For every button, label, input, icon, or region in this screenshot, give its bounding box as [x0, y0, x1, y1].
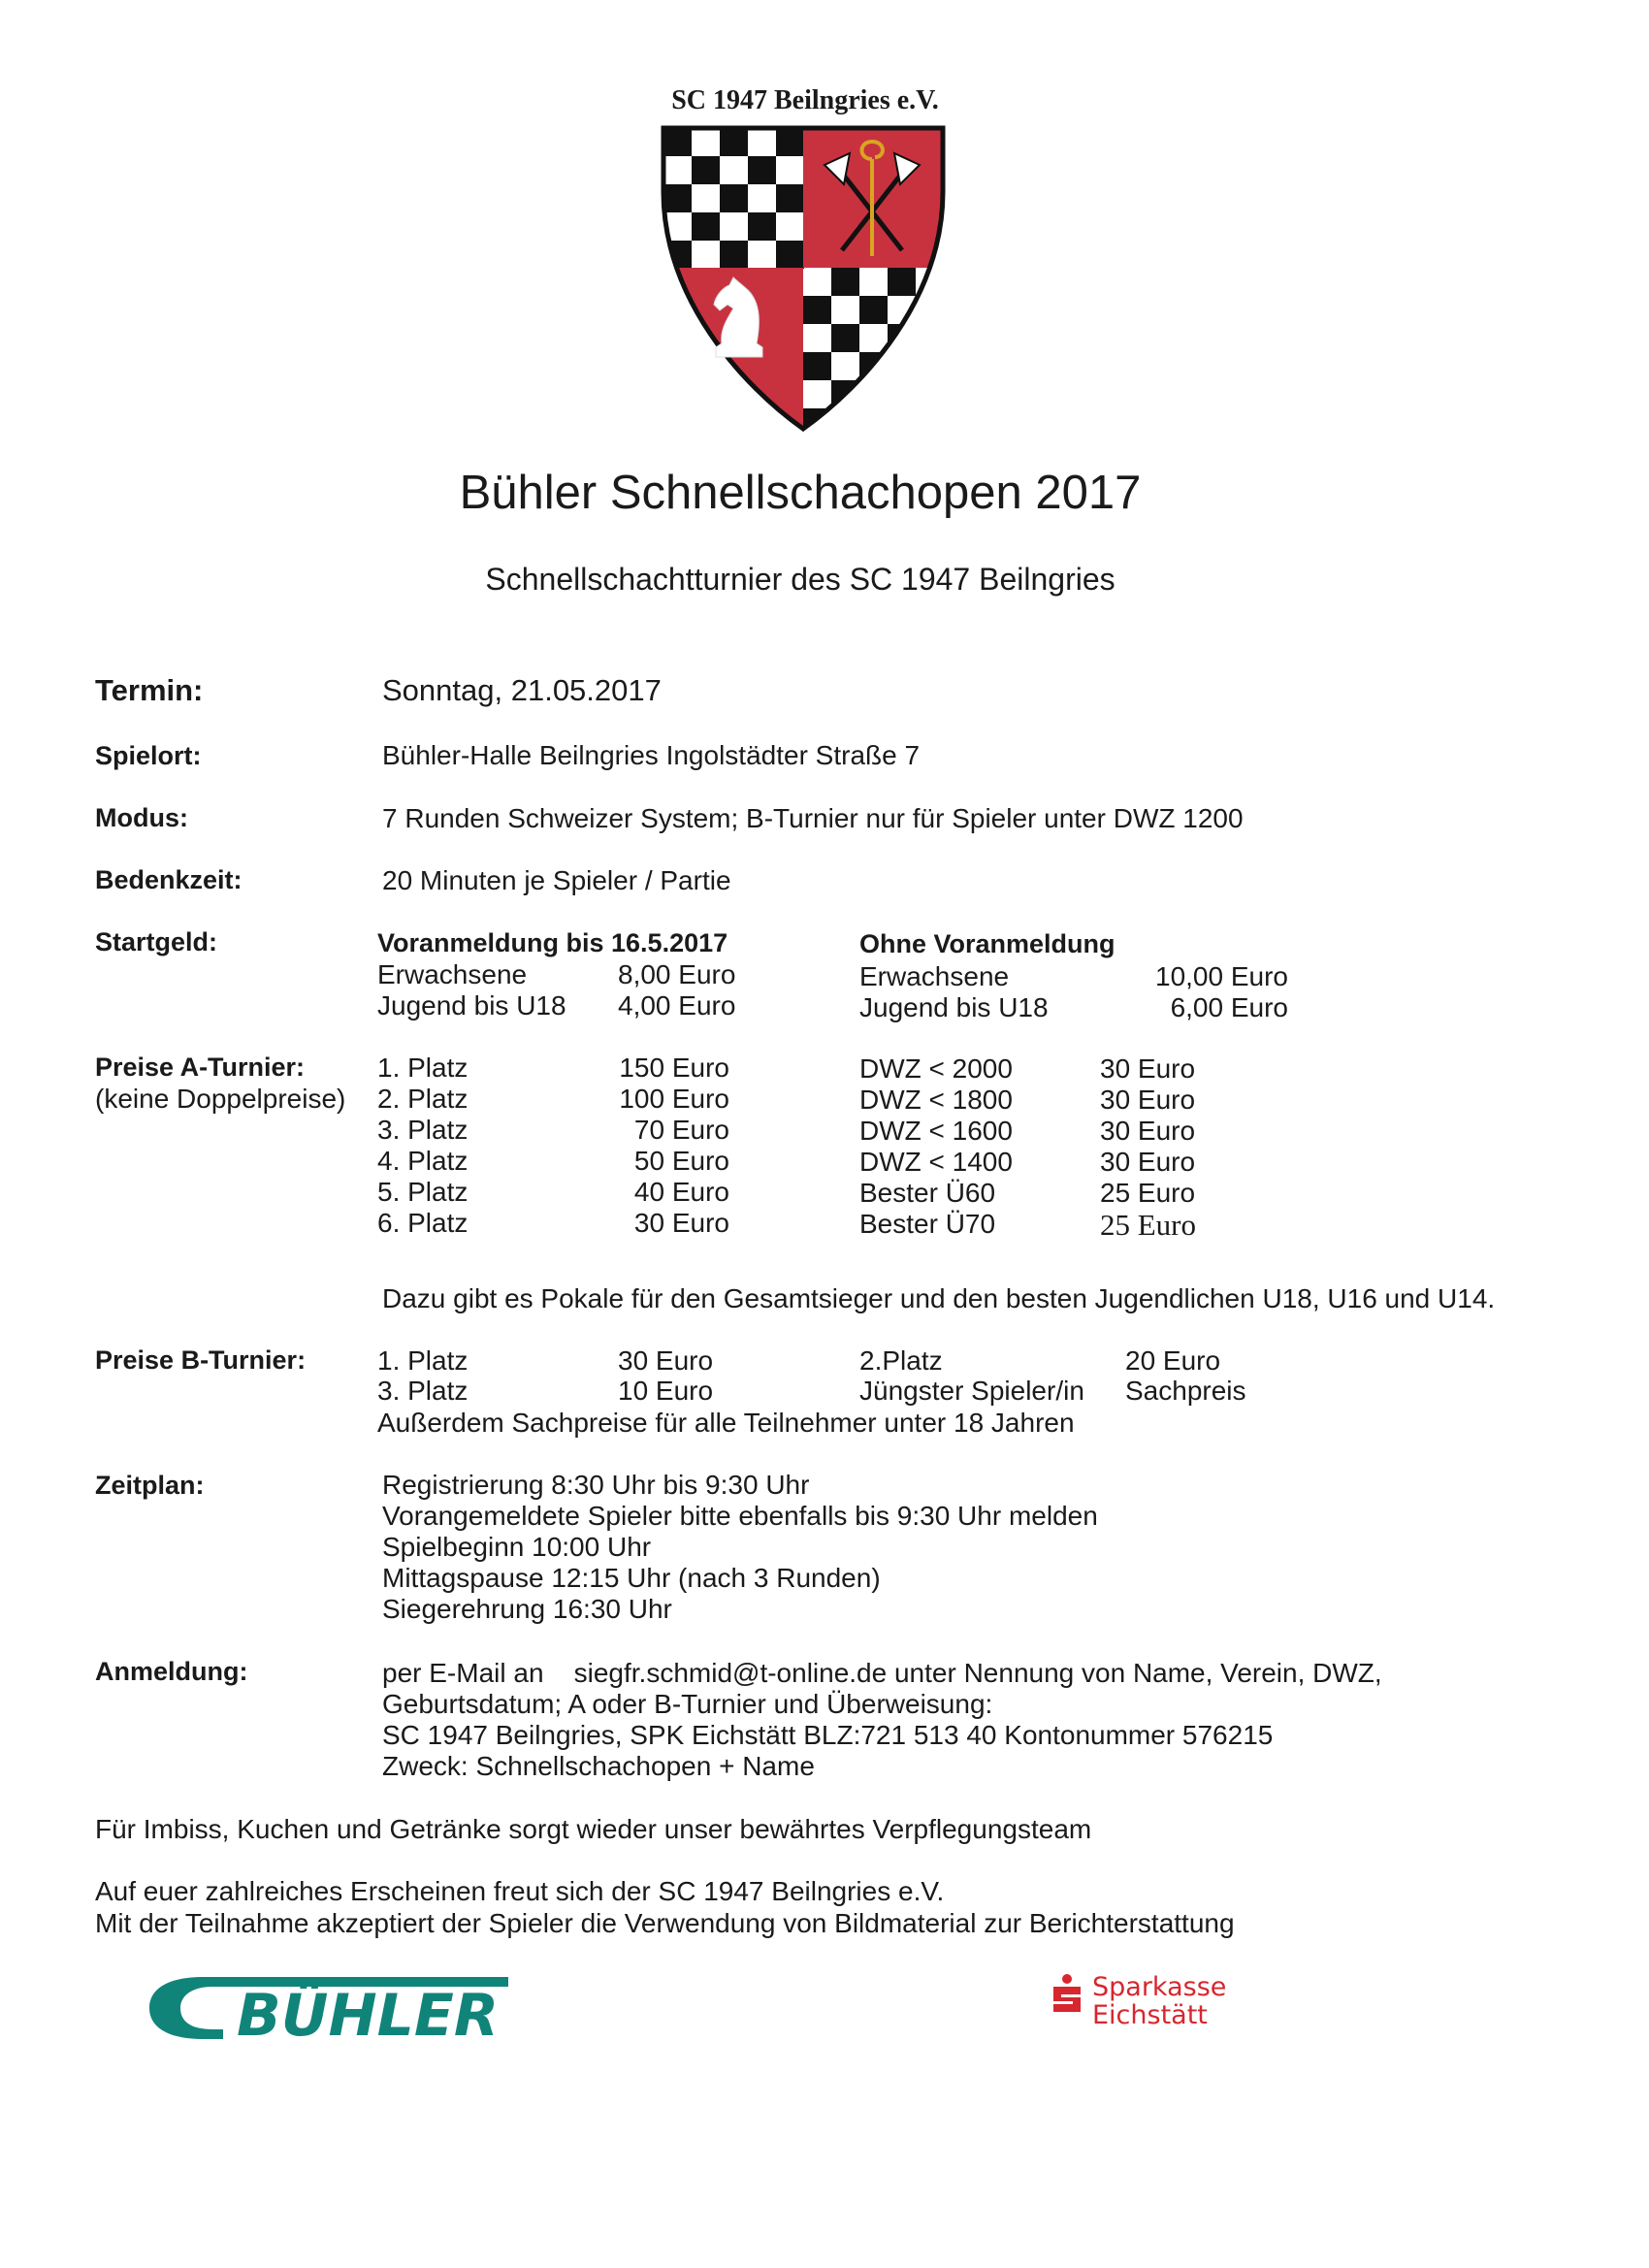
- zeitplan-line: Mittagspause 12:15 Uhr (nach 3 Runden): [382, 1563, 881, 1593]
- preise-b-place: Jüngster Spieler/in: [859, 1376, 1084, 1406]
- anmeldung-line: SC 1947 Beilngries, SPK Eichstätt BLZ:721 513 40 Kontonummer 576215: [382, 1720, 1274, 1750]
- preise-b-place: 1. Platz: [377, 1345, 469, 1376]
- preise-a-place: 4. Platz: [377, 1146, 469, 1176]
- bedenkzeit-value: 20 Minuten je Spieler / Partie: [382, 865, 731, 895]
- preise-a-special: Bester Ü60: [859, 1178, 996, 1208]
- preise-b-amount: 10 Euro: [618, 1376, 714, 1406]
- pokale-text: Dazu gibt es Pokale für den Gesamtsieger und den besten Jugendlichen U18, U16 und U14.: [382, 1283, 1496, 1313]
- club-name: SC 1947 Beilngries e.V.: [671, 85, 939, 115]
- startgeld-pre-name: Erwachsene: [377, 959, 528, 989]
- preise-a-special-amount: 25 Euro: [1100, 1178, 1196, 1208]
- startgeld-walkin-name: Jugend bis U18: [859, 992, 1049, 1022]
- zeitplan-line: Vorangemeldete Spieler bitte ebenfalls bis 9:30 Uhr melden: [382, 1501, 1098, 1531]
- preise-b-amount: 20 Euro: [1125, 1345, 1221, 1376]
- preise-a-special: DWZ < 1400: [859, 1147, 1013, 1177]
- preise-b-amount: Sachpreis: [1125, 1376, 1246, 1406]
- club-crest: [660, 124, 947, 437]
- anmeldung-line: per E-Mail an siegfr.schmid@t-online.de unter Nennung von Name, Verein, DWZ,: [382, 1658, 1382, 1688]
- termin-value: Sonntag, 21.05.2017: [382, 673, 662, 707]
- preise-b-amount: 30 Euro: [618, 1345, 714, 1376]
- zeitplan-label: Zeitplan:: [95, 1471, 205, 1500]
- zeitplan-line: Registrierung 8:30 Uhr bis 9:30 Uhr: [382, 1470, 810, 1500]
- preise-a-special-amount: 25 Euro: [1100, 1208, 1197, 1242]
- termin-label: Termin:: [95, 673, 204, 707]
- anmeldung-line: Zweck: Schnellschachopen + Name: [382, 1751, 815, 1781]
- sparkasse-city: Eichstätt: [1092, 2000, 1208, 2030]
- sparkasse-s-icon: [1048, 1973, 1086, 2018]
- spielort-label: Spielort:: [95, 741, 202, 770]
- startgeld-walkin-amount: 10,00 Euro: [1155, 961, 1288, 991]
- zeitplan-line: Siegerehrung 16:30 Uhr: [382, 1594, 672, 1624]
- preise-a-special: DWZ < 1800: [859, 1085, 1013, 1115]
- startgeld-walkin-name: Erwachsene: [859, 961, 1010, 991]
- preise-a-special: DWZ < 1600: [859, 1116, 1013, 1146]
- anmeldung-line: Geburtsdatum; A oder B-Turnier und Überweisung:: [382, 1689, 993, 1719]
- preise-a-amount: 150 Euro: [619, 1053, 729, 1083]
- preise-b-place: 2.Platz: [859, 1345, 943, 1376]
- closing-line: Mit der Teilnahme akzeptiert der Spieler die Verwendung von Bildmaterial zur Berichterstattung: [95, 1908, 1235, 1938]
- startgeld-pre-amount: 4,00 Euro: [618, 990, 736, 1021]
- preise-a-special-amount: 30 Euro: [1100, 1085, 1196, 1115]
- preise-a-special-amount: 30 Euro: [1100, 1116, 1196, 1146]
- preise-a-special-amount: 30 Euro: [1100, 1053, 1196, 1084]
- spielort-value: Bühler-Halle Beilngries Ingolstädter Straße 7: [382, 740, 921, 770]
- preise-a-place: 5. Platz: [377, 1177, 469, 1207]
- bedenkzeit-label: Bedenkzeit:: [95, 865, 242, 894]
- preise-a-special-amount: 30 Euro: [1100, 1147, 1196, 1177]
- closing-line: Auf euer zahlreiches Erscheinen freut sich der SC 1947 Beilngries e.V.: [95, 1876, 945, 1906]
- preise-b-place: 3. Platz: [377, 1376, 469, 1406]
- preise-a-label: Preise A-Turnier:: [95, 1053, 306, 1082]
- startgeld-pre-name: Jugend bis U18: [377, 990, 566, 1021]
- preise-a-amount: 50 Euro: [633, 1146, 729, 1176]
- page-subtitle: Schnellschachtturnier des SC 1947 Beilngries: [485, 562, 1116, 597]
- preise-a-place: 6. Platz: [377, 1208, 469, 1238]
- preise-a-place: 2. Platz: [377, 1084, 469, 1114]
- startgeld-pre-heading: Voranmeldung bis 16.5.2017: [377, 928, 728, 957]
- modus-value: 7 Runden Schweizer System; B-Turnier nur für Spieler unter DWZ 1200: [382, 803, 1244, 833]
- preise-a-note: (keine Doppelpreise): [95, 1084, 346, 1114]
- preise-a-special: DWZ < 2000: [859, 1053, 1013, 1084]
- modus-label: Modus:: [95, 803, 188, 832]
- preise-b-label: Preise B-Turnier:: [95, 1345, 307, 1375]
- startgeld-label: Startgeld:: [95, 927, 218, 956]
- preise-a-amount: 100 Euro: [619, 1084, 729, 1114]
- zeitplan-line: Spielbeginn 10:00 Uhr: [382, 1532, 652, 1562]
- startgeld-pre-amount: 8,00 Euro: [618, 959, 736, 989]
- preise-a-special: Bester Ü70: [859, 1209, 996, 1239]
- preise-a-amount: 30 Euro: [633, 1208, 729, 1238]
- buhler-logo: [146, 1969, 514, 2052]
- buhler-wordmark: BÜHLER: [237, 1982, 500, 2047]
- imbiss-text: Für Imbiss, Kuchen und Getränke sorgt wieder unser bewährtes Verpflegungsteam: [95, 1814, 1092, 1844]
- startgeld-walkin-heading: Ohne Voranmeldung: [859, 929, 1116, 958]
- preise-b-note: Außerdem Sachpreise für alle Teilnehmer unter 18 Jahren: [377, 1408, 1075, 1438]
- preise-a-amount: 70 Euro: [633, 1115, 729, 1145]
- preise-a-place: 3. Platz: [377, 1115, 469, 1145]
- anmeldung-label: Anmeldung:: [95, 1657, 248, 1686]
- sparkasse-name: Sparkasse: [1092, 1972, 1227, 2002]
- preise-a-place: 1. Platz: [377, 1053, 469, 1083]
- preise-a-amount: 40 Euro: [633, 1177, 729, 1207]
- page-title: Bühler Schnellschachopen 2017: [459, 467, 1142, 519]
- startgeld-walkin-amount: 6,00 Euro: [1170, 992, 1288, 1022]
